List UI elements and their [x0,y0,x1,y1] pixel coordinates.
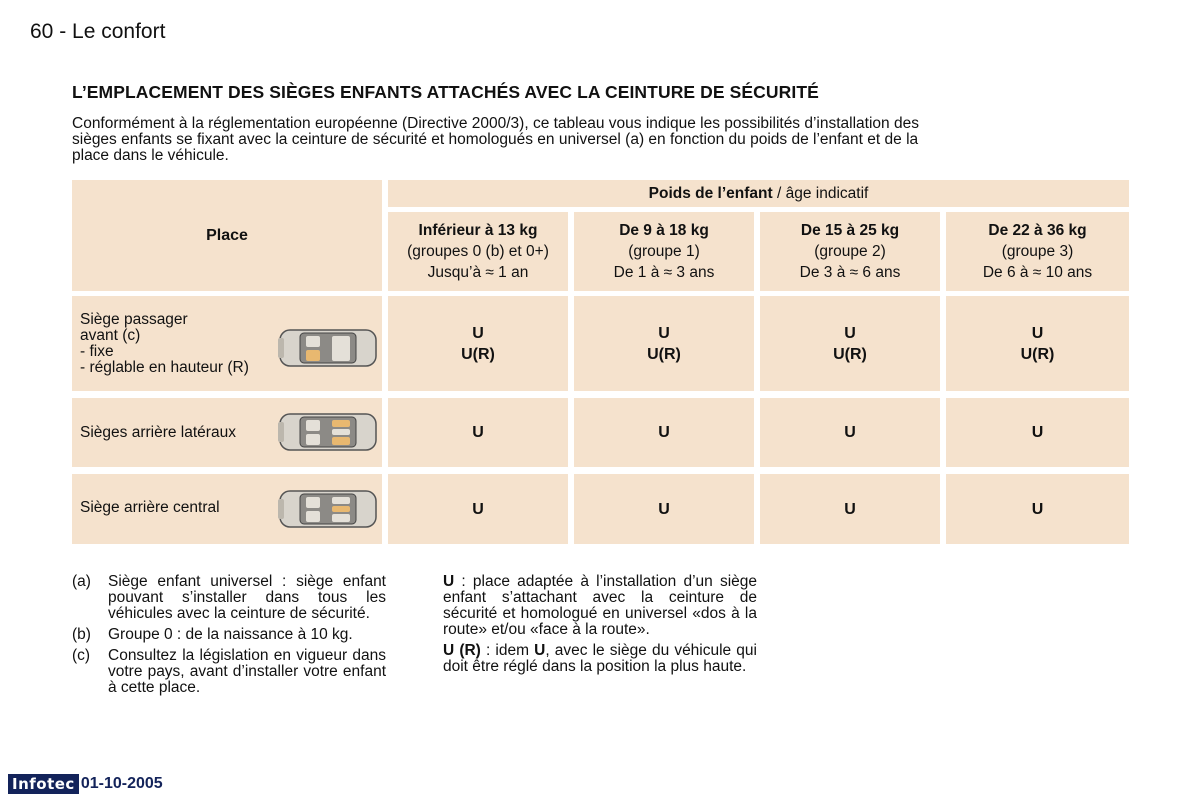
cell-value [574,474,754,544]
cell-value [574,296,754,391]
intro-line: Conformément à la réglementation européenne (Directive 2000/3), ce tableau vous indique les possibilités d’installation des [72,115,919,132]
cell-value [760,474,940,544]
value-line: U [1031,424,1044,441]
column-group: (groupes 0 (b) et 0+) [407,243,549,260]
column-header [388,212,568,291]
car-top-view-rear-side-seats-icon [278,408,378,456]
column-weight: De 22 à 36 kg [988,222,1087,239]
cell-value [388,398,568,467]
cell-value [388,296,568,391]
value-line: U [658,500,670,518]
cell-value [760,398,940,467]
cell-value [946,398,1129,467]
value-line: U(R) [461,345,495,363]
row-label-line: - réglable en hauteur (R) [80,359,249,376]
value-line: U [472,500,484,518]
footnote-key: (a) [72,573,91,590]
value-line: U [658,424,670,441]
column-header [946,212,1129,291]
column-header [760,212,940,291]
value-line: U [844,324,856,342]
legend-ur-key: U (R) [443,642,481,659]
section-title: L’EMPLACEMENT DES SIÈGES ENFANTS ATTACHÉS AVEC LA CEINTURE DE SÉCURITÉ [72,82,819,102]
footnote-key: (b) [72,626,91,643]
footnotes-right [443,574,757,680]
footnote [72,627,386,643]
value-line: U [472,324,484,342]
value-line: U(R) [833,345,867,363]
legend-ur-text-a: : idem [480,642,535,659]
legend-u-text: : place adaptée à l’installation d’un siège enfant s’attachant avec la ceinture de sécurité et homologué en universel «dos à la route» et/ou «face à la route». [443,573,757,638]
row-label-line: avant (c) [80,327,141,344]
column-age: De 6 à ≈ 10 ans [982,264,1093,281]
row-label-front-passenger [72,296,382,391]
value-line: U(R) [1020,345,1055,363]
cell-value [760,296,940,391]
column-age: De 1 à ≈ 3 ans [613,264,715,281]
column-weight: De 9 à 18 kg [619,222,709,239]
legend-u-key: U [443,573,455,590]
row-label-line: Siège passager [80,311,188,328]
value-line: U [1031,324,1044,342]
footnote-text: Siège enfant universel : siège enfant pouvant s’installer dans tous les véhicules avec la ceinture de sécurité. [108,573,386,622]
car-top-view-front-passenger-icon [278,324,378,372]
column-header [574,212,754,291]
row-label-rear-side [72,398,382,467]
footnote [72,574,386,622]
column-group: (groupe 3) [1001,243,1074,260]
weight-header-bold: Poids de l’enfant [648,184,773,202]
column-age: De 3 à ≈ 6 ans [799,264,901,281]
weight-header-rest: / âge indicatif [772,184,869,202]
page-header: 60 - Le confort [30,20,166,43]
column-weight: Inférieur à 13 kg [418,222,538,239]
column-group: (groupe 2) [814,243,886,260]
footnote-text: Consultez la législation en vigueur dans votre pays, avant d’installer votre enfant à cette place. [108,647,386,696]
row-label-line: - fixe [80,343,114,360]
legend-ur [443,643,757,675]
cell-value [574,398,754,467]
row-label-line: Siège arrière central [80,499,220,516]
footnotes-left [72,574,386,701]
intro-paragraph [72,116,1132,164]
footer-date: 01-10-2005 [80,775,163,792]
legend-ur-text-u: U [534,642,546,659]
value-line: U [1031,500,1044,518]
value-line: U [658,324,670,342]
value-line: U [844,500,856,518]
cell-value [946,296,1129,391]
column-weight: De 15 à 25 kg [800,222,900,239]
cell-value [946,474,1129,544]
footnote [72,648,386,696]
column-group: (groupe 1) [628,243,700,260]
intro-line: sièges enfants se fixant avec la ceinture de sécurité et homologués en universel (a) en fonction du poids de l’enfant et de la [72,131,919,148]
car-top-view-rear-center-seat-icon [278,485,378,533]
footer [8,774,163,794]
value-line: U [472,424,484,441]
weight-header [388,180,1129,207]
column-age: Jusqu’à ≈ 1 an [427,264,529,281]
value-line: U [844,424,856,441]
row-label-rear-center [72,474,382,544]
legend-u [443,574,757,638]
intro-line: place dans le véhicule. [72,147,229,164]
place-header: Place [72,180,382,291]
row-label-line: Sièges arrière latéraux [80,424,236,441]
infotec-logo: Infotec [8,774,79,794]
value-line: U(R) [647,345,681,363]
legend-ur-text-b: , avec le siège du véhicule qui doit être réglé dans la position la plus haute. [443,642,757,675]
footnote-text: Groupe 0 : de la naissance à 10 kg. [108,626,353,643]
footnote-key: (c) [72,647,91,664]
cell-value [388,474,568,544]
